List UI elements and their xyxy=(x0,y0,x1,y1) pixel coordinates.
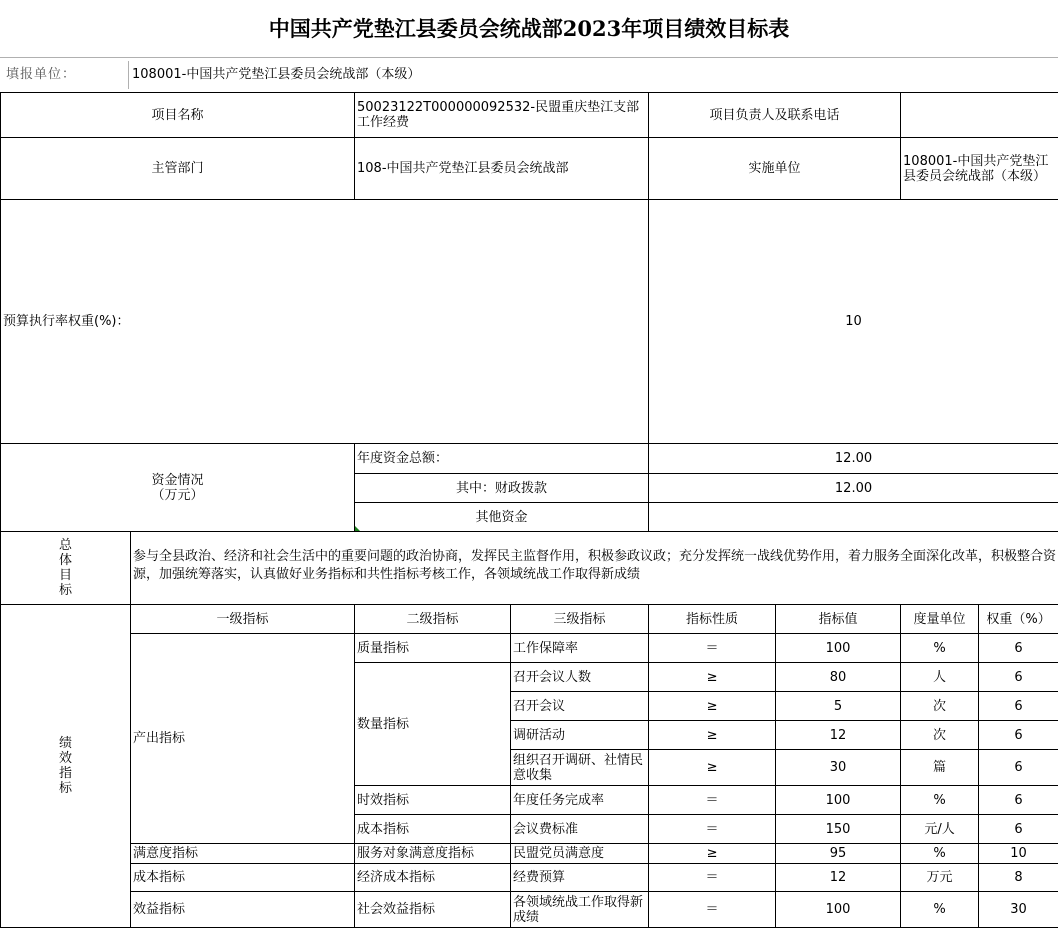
nature-cell: ＝ xyxy=(649,815,776,844)
funds-other-value xyxy=(649,503,1058,532)
funds-total-value: 12.00 xyxy=(649,444,1058,474)
weight-cell: 6 xyxy=(979,663,1058,692)
level2-service-satisfaction: 服务对象满意度指标 xyxy=(355,844,511,864)
goal-label-char: 总 xyxy=(58,538,72,553)
level2-social-benefit: 社会效益指标 xyxy=(355,892,511,928)
value-cell: 100 xyxy=(776,786,901,815)
nature-cell: ＝ xyxy=(649,634,776,663)
unit-cell: 次 xyxy=(901,692,979,721)
goal-label-char: 标 xyxy=(58,583,72,598)
funds-total-label: 年度资金总额： xyxy=(355,444,649,474)
header-level2: 二级指标 xyxy=(355,605,511,634)
filing-unit-value: 108001-中国共产党垫江县委员会统战部（本级） xyxy=(132,67,421,82)
funds-label xyxy=(1,444,355,532)
budget-rate-value: 10 xyxy=(649,200,1058,444)
level2-cost: 成本指标 xyxy=(355,815,511,844)
filing-unit-label: 填报单位： xyxy=(0,61,129,89)
weight-cell: 10 xyxy=(979,844,1058,864)
header-level1: 一级指标 xyxy=(131,605,355,634)
level3-cell: 调研活动 xyxy=(511,721,649,750)
level1-cost: 成本指标 xyxy=(131,864,355,892)
weight-cell: 8 xyxy=(979,864,1058,892)
nature-cell: ≥ xyxy=(649,844,776,864)
funds-fiscal-value: 12.00 xyxy=(649,474,1058,503)
unit-cell: 元/人 xyxy=(901,815,979,844)
unit-cell: 次 xyxy=(901,721,979,750)
header-level3: 三级指标 xyxy=(511,605,649,634)
nature-cell: ＝ xyxy=(649,892,776,928)
level2-timeliness: 时效指标 xyxy=(355,786,511,815)
overall-goal-label xyxy=(1,532,131,605)
level1-benefit: 效益指标 xyxy=(131,892,355,928)
level3-cell: 组织召开调研、社情民意收集 xyxy=(511,750,649,786)
level3-cell: 年度任务完成率 xyxy=(511,786,649,815)
project-name-value: 50023122T000000092532-民盟重庆垫江支部工作经费 xyxy=(355,93,649,138)
nature-cell: ≥ xyxy=(649,721,776,750)
funds-other-label: 其他资金 xyxy=(355,503,649,532)
level3-cell: 工作保障率 xyxy=(511,634,649,663)
header-nature: 指标性质 xyxy=(649,605,776,634)
project-owner-label: 项目负责人及联系电话 xyxy=(649,93,901,138)
weight-cell: 6 xyxy=(979,692,1058,721)
header-weight: 权重（%） xyxy=(979,605,1058,634)
header-value: 指标值 xyxy=(776,605,901,634)
unit-cell: 人 xyxy=(901,663,979,692)
weight-cell: 6 xyxy=(979,721,1058,750)
overall-goal-text: 参与全县政治、经济和社会生活中的重要问题的政治协商，发挥民主监督作用，积极参政议政；充分发挥统一战线优势作用，着力服务全面深化改革，积极整合资源，加强统筹落实，认真做好业务指标和共性指标考核工作，各领域统战工作取得新成绩 xyxy=(131,532,1058,605)
funds-fiscal-label: 其中：财政拨款 xyxy=(355,474,649,503)
unit-cell: 篇 xyxy=(901,750,979,786)
funds-label-line2: （万元） xyxy=(151,487,204,503)
weight-cell: 6 xyxy=(979,815,1058,844)
perf-label-char: 绩 xyxy=(58,736,72,751)
implementing-unit-value: 108001-中国共产党垫江县委员会统战部（本级） xyxy=(901,138,1058,200)
performance-table xyxy=(0,92,1058,928)
nature-cell: ≥ xyxy=(649,750,776,786)
table-row xyxy=(1,892,1058,928)
page-title: 中国共产党垫江县委员会统战部2023年项目绩效目标表 xyxy=(268,16,790,41)
goal-label-char: 目 xyxy=(58,568,72,583)
goal-label-char: 体 xyxy=(58,553,72,568)
weight-cell: 30 xyxy=(979,892,1058,928)
title-divider xyxy=(0,57,1058,58)
level3-cell: 召开会议 xyxy=(511,692,649,721)
value-cell: 12 xyxy=(776,864,901,892)
unit-cell: % xyxy=(901,844,979,864)
level3-cell: 会议费标准 xyxy=(511,815,649,844)
level2-quantity: 数量指标 xyxy=(355,663,511,786)
implementing-unit-label: 实施单位 xyxy=(649,138,901,200)
nature-cell: ＝ xyxy=(649,864,776,892)
level3-cell: 召开会议人数 xyxy=(511,663,649,692)
weight-cell: 6 xyxy=(979,750,1058,786)
perf-label-char: 指 xyxy=(58,766,72,781)
budget-rate-label: 预算执行率权重(%)： xyxy=(1,200,649,444)
performance-indicators-label xyxy=(1,605,131,928)
level2-quality: 质量指标 xyxy=(355,634,511,663)
table-row xyxy=(1,864,1058,892)
project-name-label: 项目名称 xyxy=(1,93,355,138)
value-cell: 95 xyxy=(776,844,901,864)
funds-label-line1: 资金情况 xyxy=(151,472,204,488)
nature-cell: ≥ xyxy=(649,692,776,721)
unit-cell: % xyxy=(901,634,979,663)
unit-cell: % xyxy=(901,786,979,815)
level3-cell: 各领域统战工作取得新成绩 xyxy=(511,892,649,928)
perf-label-char: 标 xyxy=(58,781,72,796)
value-cell: 100 xyxy=(776,634,901,663)
value-cell: 100 xyxy=(776,892,901,928)
weight-cell: 6 xyxy=(979,634,1058,663)
value-cell: 150 xyxy=(776,815,901,844)
perf-label-char: 效 xyxy=(58,751,72,766)
value-cell: 30 xyxy=(776,750,901,786)
unit-cell: % xyxy=(901,892,979,928)
table-row xyxy=(1,634,1058,663)
nature-cell: ＝ xyxy=(649,786,776,815)
header-unit: 度量单位 xyxy=(901,605,979,634)
value-cell: 5 xyxy=(776,692,901,721)
level3-cell: 民盟党员满意度 xyxy=(511,844,649,864)
level1-satisfaction: 满意度指标 xyxy=(131,844,355,864)
value-cell: 12 xyxy=(776,721,901,750)
nature-cell: ≥ xyxy=(649,663,776,692)
value-cell: 80 xyxy=(776,663,901,692)
table-row xyxy=(1,844,1058,864)
project-owner-value xyxy=(901,93,1058,138)
weight-cell: 6 xyxy=(979,786,1058,815)
level1-output: 产出指标 xyxy=(131,634,355,844)
filing-unit-row xyxy=(0,61,1058,89)
level3-cell: 经费预算 xyxy=(511,864,649,892)
supervisor-dept-label: 主管部门 xyxy=(1,138,355,200)
level2-economic-cost: 经济成本指标 xyxy=(355,864,511,892)
unit-cell: 万元 xyxy=(901,864,979,892)
supervisor-dept-value: 108-中国共产党垫江县委员会统战部 xyxy=(355,138,649,200)
